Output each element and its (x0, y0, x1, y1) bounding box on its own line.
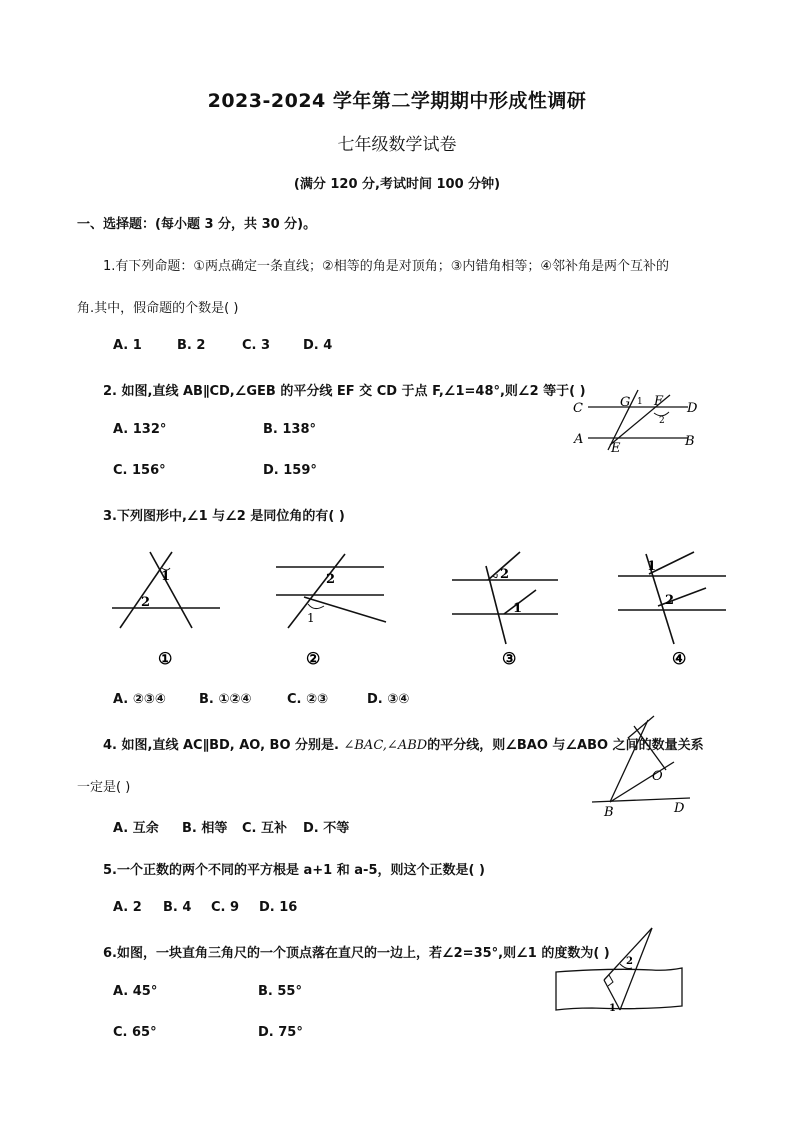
q2-label-2: 2 (659, 416, 665, 426)
q2-label-a: A (574, 432, 584, 447)
q2-label-c: C (573, 401, 583, 416)
q2-figure (570, 385, 705, 455)
q3-text: 3.下列图形中,∠1 与∠2 是同位角的有( ) (103, 509, 345, 524)
q6-right-angle-mark (608, 975, 613, 986)
q6-option-a: A. 45° (113, 984, 158, 999)
exam-title: 2023-2024 学年第二学期期中形成性调研 (207, 90, 587, 112)
q4-option-a: A. 互余 (113, 821, 159, 836)
q2-option-a: A. 132° (113, 422, 167, 437)
q4-text-part-a: 4. 如图,直线 AC∥BD, AO, BO 分别是. (103, 738, 344, 753)
q3-fig4-label-1: 1 (647, 559, 657, 574)
q3-option-c: C. ②③ (287, 692, 329, 707)
q4-option-c: C. 互补 (242, 821, 288, 836)
q3-fig4-label-2: 2 (665, 593, 675, 608)
q4-label-b: B (604, 805, 614, 820)
q3-figure-3 (452, 552, 558, 668)
q4-text-angles: ∠BAC,∠ABD (343, 738, 428, 753)
q1-text-line1: 1.有下列命题：①两点确定一条直线；②相等的角是对顶角；③内错角相等；④邻补角是两个互补的 (103, 259, 670, 274)
q2-text: 2. 如图,直线 AB∥CD,∠GEB 的平分线 EF 交 CD 于点 F,∠1=48°,则∠2 等于( ) (103, 384, 586, 399)
q3-figures (100, 540, 740, 670)
q2-option-d: D. 159° (263, 463, 317, 478)
q1-option-d: D. 4 (303, 338, 333, 353)
q3-fig4-caption: ④ (672, 649, 687, 668)
q3-fig3-label-2: 2 (500, 567, 510, 582)
q6-option-d: D. 75° (258, 1025, 303, 1040)
q3-fig2-label-1: 1 (307, 611, 315, 625)
q2-label-d: D (687, 401, 698, 416)
q1-option-a: A. 1 (113, 338, 142, 353)
q2-label-g: G (620, 395, 631, 410)
q3-figure-1 (112, 552, 220, 668)
q5-option-b: B. 4 (163, 900, 192, 915)
q3-option-a: A. ②③④ (113, 692, 166, 707)
section-heading: 一、选择题：(每小题 3 分，共 30 分)。 (77, 217, 317, 232)
q6-option-b: B. 55° (258, 984, 302, 999)
q3-fig1-caption: ① (158, 649, 173, 668)
q2-label-e: E (611, 441, 621, 455)
q3-fig2-label-2: 2 (326, 572, 336, 587)
q4-option-d: D. 不等 (303, 821, 350, 836)
q5-option-a: A. 2 (113, 900, 142, 915)
q4-label-d: D (674, 801, 685, 816)
q2-label-1: 1 (637, 397, 643, 407)
q6-triangle-leg1 (604, 928, 652, 980)
q3-fig1-label-2: 2 (141, 595, 151, 610)
q6-option-c: C. 65° (113, 1025, 157, 1040)
q6-text: 6.如图，一块直角三角尺的一个顶点落在直尺的一边上，若∠2=35°,则∠1 的度数为( ) (103, 946, 610, 961)
q1-text-line2: 角.其中，假命题的个数是( ) (77, 301, 239, 316)
q3-fig1-label-1: 1 (161, 569, 171, 584)
q5-text: 5.一个正数的两个不同的平方根是 a+1 和 a-5，则这个正数是( ) (103, 863, 485, 878)
q3-fig2-caption: ② (306, 649, 321, 668)
q1-option-c: C. 3 (242, 338, 271, 353)
q5-option-d: D. 16 (259, 900, 298, 915)
q3-option-b: B. ①②④ (199, 692, 252, 707)
q4-figure (590, 712, 700, 820)
q2-label-f: F (654, 394, 664, 409)
q6-label-2: 2 (626, 956, 633, 967)
q1-option-b: B. 2 (177, 338, 206, 353)
q6-ruler (556, 968, 682, 1010)
q2-label-b: B (685, 434, 695, 449)
q6-figure (552, 924, 692, 1016)
q4-option-b: B. 相等 (182, 821, 228, 836)
q4-text-line2: 一定是( ) (77, 780, 131, 795)
exam-note: (满分 120 分,考试时间 100 分钟) (293, 177, 501, 192)
q3-fig3-label-1: 1 (513, 601, 523, 616)
q5-option-c: C. 9 (211, 900, 240, 915)
q2-option-c: C. 156° (113, 463, 166, 478)
q3-figure-2 (276, 554, 386, 668)
q4-text-part-c: 的平分线，则∠BAO 与∠ABO 之间的数量关系 (427, 738, 704, 753)
q4-line-ao (634, 726, 666, 770)
q3-option-d: D. ③④ (367, 692, 410, 707)
q3-fig3-caption: ③ (502, 649, 517, 668)
q4-label-o: O (652, 769, 663, 784)
q6-label-1: 1 (609, 1003, 616, 1014)
q3-figure-4 (618, 552, 726, 668)
exam-subtitle: 七年级数学试卷 (337, 135, 457, 155)
q2-option-b: B. 138° (263, 422, 317, 437)
